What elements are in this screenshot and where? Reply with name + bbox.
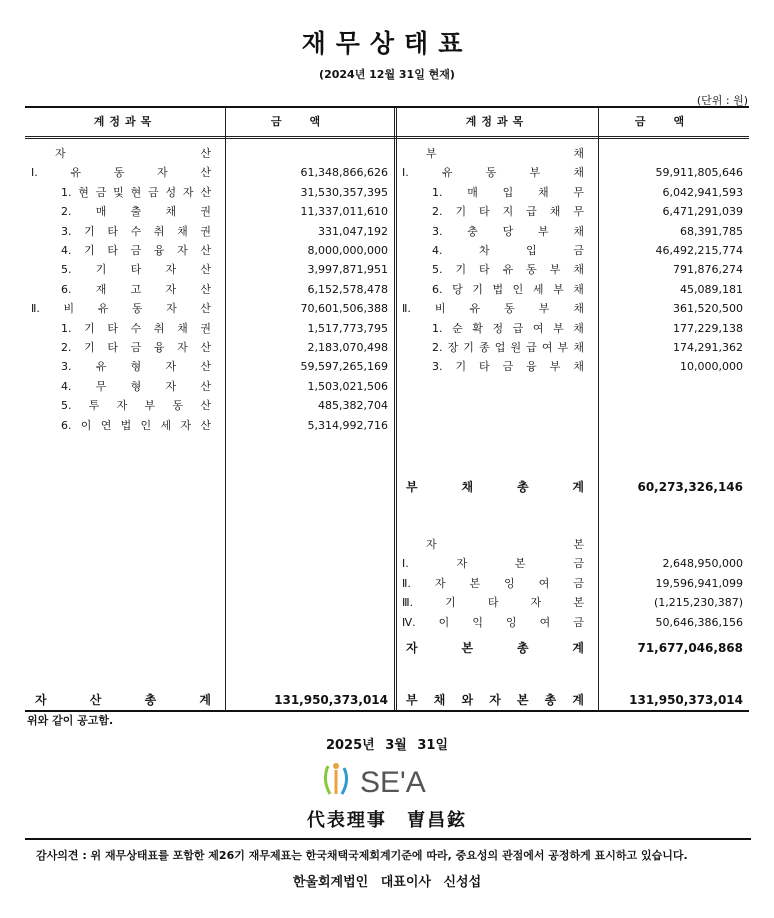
account-label: 2. 기 타 지 급 채 무 [432, 205, 584, 219]
account-label: 5. 기 타 자 산 [61, 263, 211, 277]
account-label: Ⅳ. 이 익 잉 여 금 [402, 615, 584, 629]
account-label: 자 산 총 계 [35, 693, 211, 707]
account-label: 3. 기 타 금 융 부 채 [432, 360, 584, 374]
account-amount: 71,677,046,868 [637, 641, 743, 655]
account-amount: 361,520,500 [673, 302, 743, 316]
account-amount: 2,183,070,498 [307, 341, 388, 354]
liability-row [25, 163, 749, 182]
notice: 위와 같이 공고함. [27, 714, 114, 727]
company-logo [300, 760, 480, 800]
account-label: 6. 재 고 자 산 [61, 282, 211, 296]
header-account-right: 계정과목 [465, 115, 529, 128]
account-amount: 70,601,506,388 [300, 302, 388, 316]
logo-text: SE'A [360, 766, 426, 799]
asset-row [25, 396, 749, 415]
account-amount: 485,382,704 [318, 399, 388, 413]
account-label: 5. 투 자 부 동 산 [61, 399, 211, 413]
sea-logo-icon [300, 760, 480, 800]
asset-row [25, 416, 749, 435]
account-label: 3. 충 당 부 채 [432, 224, 584, 238]
account-label: Ⅱ. 자 본 잉 여 금 [402, 576, 584, 590]
account-amount: 6,042,941,593 [662, 185, 743, 199]
account-amount: 61,348,866,626 [300, 166, 388, 180]
account-amount: 791,876,274 [673, 263, 743, 277]
liability-row [25, 260, 749, 279]
account-amount: 2,648,950,000 [662, 557, 743, 571]
account-label: 3. 기 타 수 취 채 권 [61, 224, 211, 238]
account-amount: 68,391,785 [680, 224, 743, 238]
liability-row [25, 222, 749, 241]
account-label: Ⅰ. 유 동 자 산 [31, 166, 211, 180]
account-label: Ⅲ. 기 타 자 본 [402, 596, 584, 610]
account-label: 1. 순 확 정 급 여 부 채 [432, 321, 584, 335]
auditor: 한울회계법인 대표이사 신성섭 [292, 875, 482, 890]
page-title: 재무상태표 [301, 29, 473, 58]
audit-opinion: 감사의견 : 위 재무상태표를 포함한 제26기 재무제표는 한국채택국제회계기준에 따라, 중요성의 관점에서 공정하게 표시하고 있습니다. [36, 849, 688, 862]
liability-row [25, 319, 749, 338]
account-amount: 6,471,291,039 [662, 205, 743, 219]
liab-equity-total-row [25, 691, 749, 710]
account-label: 4. 무 형 자 산 [61, 379, 211, 393]
account-amount: 177,229,138 [673, 321, 743, 335]
account-label: 2. 기 타 금 융 자 산 [61, 341, 211, 354]
balance-sheet-table [25, 106, 749, 712]
account-amount: 50,646,386,156 [655, 615, 743, 629]
account-label: 4. 차 입 금 [432, 244, 584, 257]
account-amount: 3,997,871,951 [307, 263, 388, 277]
account-amount: 5,314,992,716 [307, 418, 388, 432]
liability-row [25, 357, 749, 376]
header-amount-left: 금액 [270, 115, 349, 128]
account-label: 1. 기 타 수 취 채 권 [61, 321, 211, 335]
liability-row [25, 183, 749, 202]
liability-row [25, 299, 749, 318]
account-label: 2. 매 출 채 권 [61, 205, 211, 219]
liability-row [25, 202, 749, 221]
account-amount: 10,000,000 [680, 360, 743, 374]
account-amount: 8,000,000,000 [307, 244, 388, 257]
account-label: Ⅱ. 비 유 동 부 채 [402, 302, 584, 316]
account-amount: 11,337,011,610 [300, 205, 388, 219]
unit-label: (단위 : 원) [696, 94, 748, 107]
equity-row [25, 613, 749, 632]
account-amount: 1,517,773,795 [307, 321, 388, 335]
account-label: 4. 기 타 금 융 자 산 [61, 244, 211, 257]
account-label: Ⅰ. 유 동 부 채 [402, 166, 584, 180]
account-label: 부 채 총 계 [406, 480, 584, 494]
account-amount: 6,152,578,478 [307, 282, 388, 296]
account-label: Ⅰ. 자 본 금 [402, 557, 584, 571]
as-of-date: (2024년 12월 31일 현재) [319, 68, 455, 81]
equity-row [25, 593, 749, 612]
liability-row [25, 144, 749, 163]
account-label: 5. 기 타 유 동 부 채 [432, 263, 584, 277]
account-amount: 60,273,326,146 [637, 480, 743, 494]
account-label: 1. 현 금 및 현 금 성 자 산 [61, 185, 211, 199]
account-amount: 45,089,181 [680, 282, 743, 296]
equity-row [25, 554, 749, 573]
account-label: Ⅱ. 비 유 동 자 산 [31, 302, 211, 316]
account-label: 1. 매 입 채 무 [432, 185, 584, 199]
account-label: 부 채 [426, 147, 584, 160]
ceo-signature: 代表理事 曺昌鉉 [306, 810, 468, 831]
account-amount: 1,503,021,506 [307, 379, 388, 393]
account-amount: 59,597,265,169 [300, 360, 388, 374]
account-amount: 31,530,357,395 [300, 185, 388, 199]
account-amount: 59,911,805,646 [655, 166, 743, 180]
account-label: 자 산 [55, 147, 211, 160]
liability-row [25, 280, 749, 299]
equity-row [25, 535, 749, 554]
liability-row [25, 338, 749, 357]
account-amount: (1,215,230,387) [653, 596, 743, 610]
account-amount: 331,047,192 [318, 224, 388, 238]
account-label: 6. 당 기 법 인 세 부 채 [432, 282, 584, 296]
liabilities-total-row [25, 478, 749, 497]
account-amount: 131,950,373,014 [629, 693, 743, 707]
announcement-date: 2025년 3월 31일 [325, 738, 449, 753]
account-amount: 46,492,215,774 [655, 244, 743, 257]
equity-total-row [25, 639, 749, 658]
account-label: 3. 유 형 자 산 [61, 360, 211, 374]
account-label: 부 채 와 자 본 총 계 [406, 693, 584, 707]
account-label: 2. 장 기 종 업 원 급 여 부 채 [432, 341, 584, 354]
equity-row [25, 574, 749, 593]
account-amount: 174,291,362 [673, 341, 743, 354]
account-label: 6. 이 연 법 인 세 자 산 [61, 418, 211, 432]
header-amount-right: 금액 [634, 115, 713, 128]
account-label: 자 본 [426, 538, 584, 551]
account-amount: 131,950,373,014 [274, 693, 388, 707]
account-amount: 19,596,941,099 [655, 576, 743, 590]
header-account-left: 계정과목 [93, 115, 157, 128]
account-label: 자 본 총 계 [406, 641, 584, 655]
asset-row [25, 377, 749, 396]
liability-row [25, 241, 749, 260]
